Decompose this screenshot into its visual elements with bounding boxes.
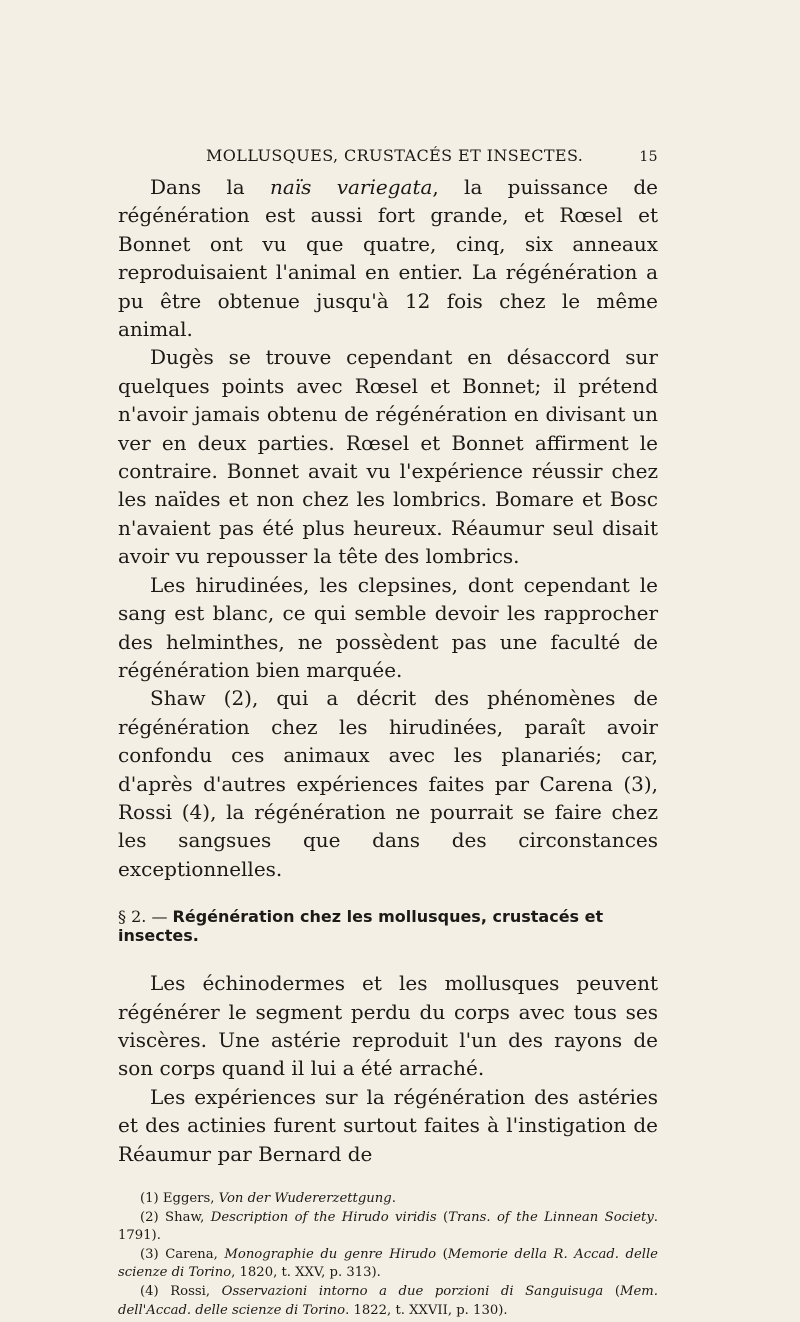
footnote-1: (1) Eggers, Von der Wudererzettgung.	[140, 1191, 396, 1206]
page-number: 15	[639, 149, 658, 165]
book-page	[118, 146, 658, 1320]
paragraph-1: Dans la naïs variegata, la puissance de régénération est aussi fort grande, et Rœsel et Bonnet ont vu que quatre, cinq, six anneaux reproduisaient l'animal en entier. La régénération a pu être obtenue jusqu'à 12 fois chez le même animal.	[118, 175, 659, 342]
species-name: naïs variegata	[269, 175, 433, 199]
footnotes	[118, 1190, 658, 1320]
paragraph-3: Les hirudinées, les clepsines, dont cependant le sang est blanc, ce qui semble devoir les rapprocher des helminthes, ne possèdent pas une faculté de régénération bien marquée.	[118, 572, 658, 682]
paragraph-6: Les expériences sur la régénération des astéries et des actinies furent surtout faites à l'instigation de Réaumur par Bernard de	[118, 1084, 658, 1166]
paragraph-2: Dugès se trouve cependant en désaccord sur quelques points avec Rœsel et Bonnet; il prétend n'avoir jamais obtenu de régénération en divisant un ver en deux parties. Rœsel et Bonnet affirment le contraire. Bonnet avait vu l'expérience réussir chez les naïdes et non chez les lombrics. Bomare et Bosc n'avaient pas été plus heureux. Réaumur seul disait avoir vu repousser la tête des lombrics.	[118, 345, 658, 569]
running-head	[118, 146, 658, 165]
section-heading	[118, 907, 658, 945]
footnote-4: (4) Rossi, Osservazioni intorno a due porzioni di Sanguisuga (Mem. dell'Accad. delle scienze di Torino. 1822, t. XXVII, p. 130).	[118, 1283, 659, 1318]
footnote-2: (2) Shaw, Description of the Hirudo viridis (Trans. of the Linnean Society. 1791).	[118, 1209, 658, 1244]
running-title: MOLLUSQUES, CRUSTACÉS ET INSECTES.	[206, 146, 584, 165]
paragraph-5: Les échinodermes et les mollusques peuvent régénérer le segment perdu du corps avec tous ses viscères. Une astérie reproduit l'un des rayons de son corps quand il lui a été arraché.	[118, 971, 658, 1081]
footnote-3: (3) Carena, Monographie du genre Hirudo (Memorie della R. Accad. delle scienze di Torino, 1820, t. XXV, p. 313).	[118, 1246, 658, 1281]
section-number: § 2. —	[118, 907, 168, 927]
paragraph-4: Shaw (2), qui a décrit des phénomènes de régénération chez les hirudinées, paraît avoir confondu ces animaux avec les planariés; car, d'après d'autres expériences faites par Carena (3), Rossi (4), la régénération ne pourrait se faire chez les sangsues que dans des circonstances exceptionnelles.	[118, 686, 658, 881]
section-title: Régénération chez les mollusques, crustacés et insectes.	[118, 907, 604, 946]
